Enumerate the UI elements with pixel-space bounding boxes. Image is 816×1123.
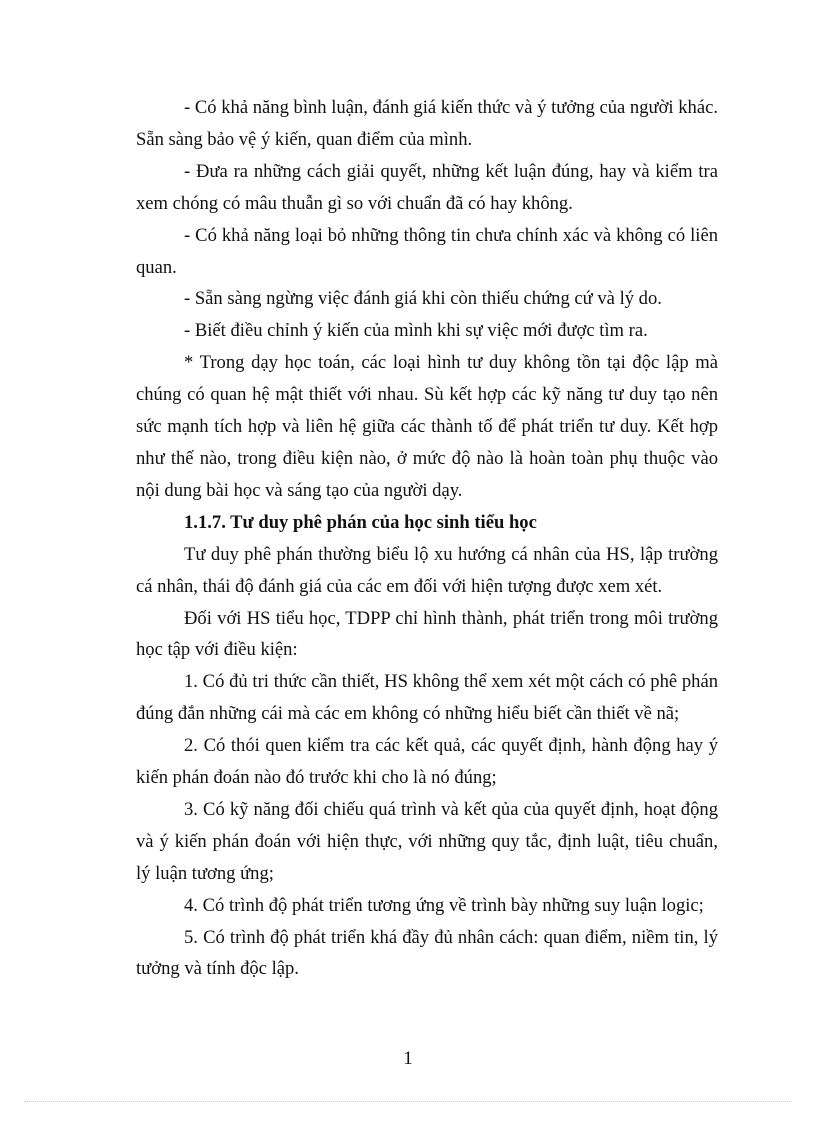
paragraph-comment-ability: - Có khả năng bình luận, đánh giá kiến thức và ý tưởng của người khác. Sẵn sàng bảo vệ ý kiến, quan điểm của mình. [136,97,718,150]
section-heading: 1.1.7. Tư duy phê phán của học sinh tiểu học [184,511,537,533]
paragraph-propose-solutions: - Đưa ra những cách giải quyết, những kết luận đúng, hay và kiểm tra xem chóng có mâu thuẫn gì so với chuẩn đã có hay không. [136,160,718,214]
paragraph-math-teaching: * Trong dạy học toán, các loại hình tư duy không tồn tại độc lập mà chúng có quan hệ mật thiết với nhau. Sù kết hợp các kỹ năng tư duy tạo nên sức mạnh tích hợp và liên hệ giữa các thành tố để phát triển tư duy. Kết hợp như thế nào, trong điều kiện nào, ở mức độ nào là hoàn toàn phụ thuộc vào nội dung bài học và sáng tạo của người dạy. [136,352,718,501]
list-item-1: 1. Có đủ tri thức cần thiết, HS không thể xem xét một cách có phê phán đúng đắn những cái mà các em không có những hiểu biết cần thiết về nã; [136,671,718,725]
paragraph-remove-info: - Có khả năng loại bỏ những thông tin chưa chính xác và không có liên quan. [136,224,718,278]
list-item-4: 4. Có trình độ phát triển tương ứng về trình bày những suy luận logic; [184,894,704,916]
paragraph-adjust-opinion: - Biết điều chỉnh ý kiến của mình khi sự việc mới được tìm ra. [184,320,648,342]
list-item-2: 2. Có thói quen kiểm tra các kết quả, các quyết định, hành động hay ý kiến phán đoán nào đó trước khi cho là nó đúng; [136,735,718,789]
page-number: 1 [403,1048,413,1069]
paragraph-stop-evaluation: - Sẵn sàng ngừng việc đánh giá khi còn thiếu chứng cứ và lý do. [184,288,662,310]
document-body [136,92,718,985]
list-item-3: 3. Có kỹ năng đối chiếu quá trình và kết qủa của quyết định, hoạt động và ý kiến phán đoán với hiện thực, với những quy tắc, định luật, tiêu chuẩn, lý luận tương ứng; [136,798,718,884]
paragraph-critical-thinking: Tư duy phê phán thường biểu lộ xu hướng cá nhân của HS, lập trường cá nhân, thái độ đánh giá của các em đối với hiện tượng được xem xét. [136,543,718,597]
page-bottom-divider [24,1101,792,1102]
paragraph-primary-students: Đối với HS tiểu học, TDPP chỉ hình thành, phát triển trong môi trường học tập với điều kiện: [136,607,718,661]
list-item-5: 5. Có trình độ phát triển khá đầy đủ nhân cách: quan điểm, niềm tin, lý tưởng và tính độc lập. [136,926,718,980]
